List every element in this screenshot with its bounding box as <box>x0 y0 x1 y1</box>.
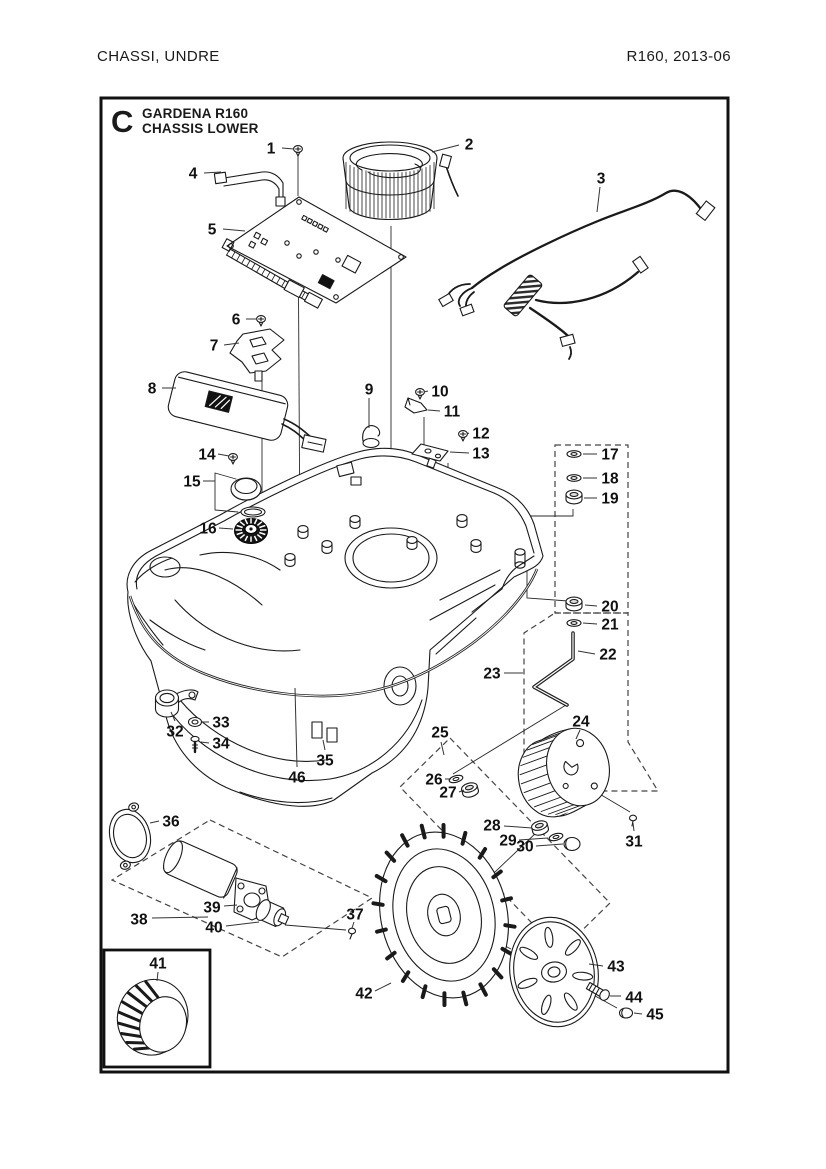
leader-line-20 <box>585 605 597 606</box>
bracket-strap <box>214 172 285 206</box>
part-number-36: 36 <box>162 813 180 831</box>
part-number-6: 6 <box>231 311 241 329</box>
leader-line-2 <box>432 145 459 152</box>
part-number-44: 44 <box>625 989 643 1007</box>
part-number-32: 32 <box>166 723 184 741</box>
cap-45 <box>620 1008 633 1018</box>
leader-line-42 <box>375 983 391 991</box>
locknut-20 <box>566 597 582 611</box>
leader-line-30 <box>536 844 563 846</box>
part-number-43: 43 <box>607 958 625 976</box>
hook-clip <box>363 426 380 448</box>
screw-10 <box>416 389 425 399</box>
part-number-42: 42 <box>355 985 373 1003</box>
part-number-28: 28 <box>483 817 501 835</box>
part-number-14: 14 <box>198 446 216 464</box>
part-number-34: 34 <box>212 735 230 753</box>
screw-14 <box>229 454 238 464</box>
part-number-26: 26 <box>425 771 443 789</box>
part-number-24: 24 <box>572 713 590 731</box>
knurled-knob <box>235 518 268 543</box>
hub-cap <box>501 910 607 1034</box>
part-number-10: 10 <box>431 383 449 401</box>
part-number-30: 30 <box>516 838 534 856</box>
screw-1 <box>294 146 303 156</box>
leader-line-21 <box>583 623 597 624</box>
gasket <box>103 801 158 871</box>
part-number-12: 12 <box>472 425 490 443</box>
washer-18 <box>567 475 581 482</box>
screw-6 <box>257 316 266 326</box>
leader-line-13 <box>450 452 469 453</box>
leader-line-31 <box>633 823 634 831</box>
part-number-11: 11 <box>443 403 461 421</box>
page-header-right: R160, 2013-06 <box>626 48 731 65</box>
part-number-5: 5 <box>207 221 217 239</box>
part-number-2: 2 <box>464 136 474 154</box>
part-number-35: 35 <box>316 752 334 770</box>
part-number-39: 39 <box>203 899 221 917</box>
battery-pack <box>166 370 326 452</box>
screw-37 <box>349 928 356 939</box>
tire-inset <box>109 971 197 1063</box>
diagram-title-line2: CHASSIS LOWER <box>142 121 259 136</box>
part-number-21: 21 <box>601 616 619 634</box>
part-number-7: 7 <box>209 337 219 355</box>
part-number-38: 38 <box>130 911 148 929</box>
part-number-1: 1 <box>266 140 276 158</box>
part-number-33: 33 <box>212 714 230 732</box>
part-number-31: 31 <box>625 833 643 851</box>
leader-line-40 <box>226 922 259 926</box>
part-number-4: 4 <box>188 165 198 183</box>
leader-line-36 <box>150 821 159 823</box>
part-number-9: 9 <box>364 381 374 399</box>
part-number-37: 37 <box>346 906 364 924</box>
section-letter: C <box>111 104 134 139</box>
bearing-28 <box>530 819 549 836</box>
clamp-plate-11 <box>405 398 427 413</box>
diagram-title-line1: GARDENA R160 <box>142 106 249 121</box>
leader-line-38 <box>152 917 208 918</box>
part-number-18: 18 <box>601 470 619 488</box>
part-number-23: 23 <box>483 665 501 683</box>
part-number-27: 27 <box>439 784 457 802</box>
nut-33 <box>189 718 202 727</box>
part-number-17: 17 <box>601 446 619 464</box>
leader-line-22 <box>578 651 595 654</box>
part-number-15: 15 <box>183 473 201 491</box>
leader-line-5 <box>223 229 245 231</box>
screw-12 <box>459 431 468 441</box>
part-number-20: 20 <box>601 598 619 616</box>
part-number-40: 40 <box>205 919 223 937</box>
washer-29 <box>548 832 563 842</box>
washer-17 <box>567 451 581 458</box>
cutting-height-drum <box>343 142 437 219</box>
part-number-3: 3 <box>596 170 606 188</box>
page-header-left: CHASSI, UNDRE <box>97 48 220 65</box>
leader-line-14 <box>218 454 229 456</box>
part-number-8: 8 <box>147 380 157 398</box>
part-number-41: 41 <box>149 955 167 973</box>
part-number-19: 19 <box>601 490 619 508</box>
leader-line-11 <box>428 410 440 411</box>
cable-harness <box>439 154 715 359</box>
leader-line-1 <box>282 148 294 149</box>
leader-line-28 <box>504 826 532 828</box>
part-number-45: 45 <box>646 1006 664 1024</box>
part-number-13: 13 <box>472 445 490 463</box>
adjuster-rod <box>534 633 573 705</box>
leader-line-3 <box>597 187 600 212</box>
part-number-25: 25 <box>431 724 449 742</box>
part-number-29: 29 <box>499 832 517 850</box>
part-number-16: 16 <box>199 520 217 538</box>
part-number-46: 46 <box>288 769 306 787</box>
leader-line-45 <box>634 1013 642 1014</box>
washer-21 <box>567 620 581 627</box>
bushing-19 <box>566 490 582 504</box>
chassis-lower-body <box>127 445 543 806</box>
support-bracket <box>230 329 284 381</box>
part-number-22: 22 <box>599 646 617 664</box>
drive-drum <box>510 722 617 823</box>
cap-30 <box>564 838 580 851</box>
